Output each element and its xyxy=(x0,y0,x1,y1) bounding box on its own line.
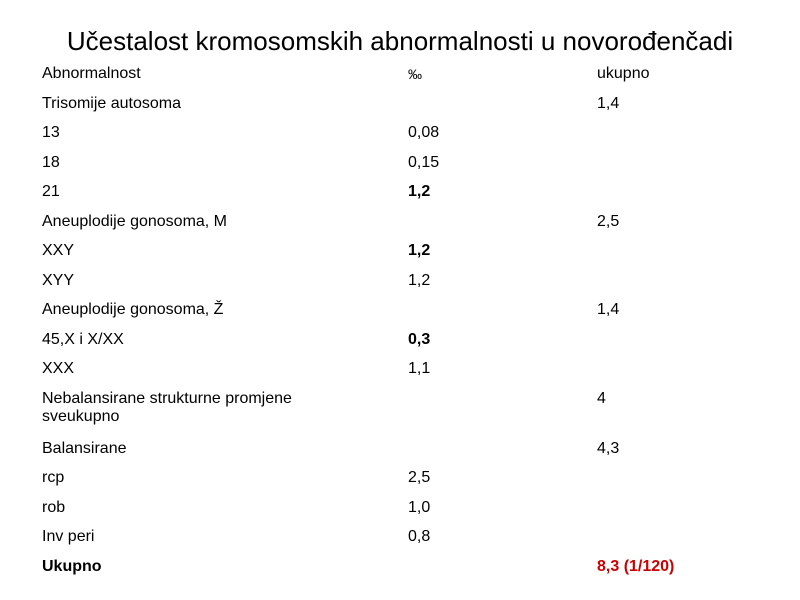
row-permille: 0,3 xyxy=(408,330,431,348)
column-header-total: ukupno xyxy=(597,65,650,82)
abnormality-table xyxy=(42,60,742,582)
row-total: 4 xyxy=(597,389,606,407)
table-row xyxy=(42,208,742,238)
row-label: Trisomije autosoma xyxy=(42,94,182,112)
table-row xyxy=(42,149,742,179)
column-header-permille: ‰ xyxy=(408,66,422,82)
table-row xyxy=(42,435,742,465)
table-header-row xyxy=(42,60,742,90)
summary-total: 8,3 (1/120) xyxy=(597,557,675,575)
table-row xyxy=(42,90,742,120)
row-total: 1,4 xyxy=(597,94,620,112)
row-total: 2,5 xyxy=(597,212,620,230)
row-label: Balansirane xyxy=(42,439,127,457)
row-label: 45,X i X/XX xyxy=(42,330,124,348)
row-permille: 1,2 xyxy=(408,183,431,200)
row-label: 21 xyxy=(42,183,60,200)
row-label: Nebalansirane strukturne promjene sveukupno xyxy=(42,389,292,425)
table-row xyxy=(42,355,742,385)
row-permille: 1,1 xyxy=(408,360,431,377)
table-row xyxy=(42,296,742,326)
table-row xyxy=(42,523,742,553)
row-permille: 2,5 xyxy=(408,469,431,486)
row-permille: 1,2 xyxy=(408,271,431,289)
row-label: Inv peri xyxy=(42,528,95,545)
row-label: 18 xyxy=(42,153,60,171)
row-label: XXY xyxy=(42,242,75,259)
row-label: rcp xyxy=(42,469,65,486)
row-permille: 0,15 xyxy=(408,153,440,171)
row-label: Aneuplodije gonosoma, M xyxy=(42,212,228,230)
row-permille: 1,0 xyxy=(408,498,431,516)
row-total: 1,4 xyxy=(597,301,620,318)
row-permille: 1,2 xyxy=(408,242,431,259)
table-row xyxy=(42,326,742,356)
row-permille: 0,08 xyxy=(408,124,440,141)
table-row xyxy=(42,178,742,208)
row-label: Aneuplodije gonosoma, Ž xyxy=(42,301,224,318)
row-label: XYY xyxy=(42,271,75,289)
row-label: XXX xyxy=(42,360,75,377)
table-row xyxy=(42,385,742,435)
summary-label: Ukupno xyxy=(42,557,102,575)
page-title: Učestalost kromosomskih abnormalnosti u novorođenčadi xyxy=(66,26,734,56)
table-row xyxy=(42,464,742,494)
row-permille: 0,8 xyxy=(408,528,431,545)
table-row xyxy=(42,494,742,524)
table-summary-row xyxy=(42,553,742,583)
table-row xyxy=(42,119,742,149)
row-label: rob xyxy=(42,498,66,516)
table-row xyxy=(42,267,742,297)
row-total: 4,3 xyxy=(597,439,620,457)
row-label: 13 xyxy=(42,124,60,141)
table-row xyxy=(42,237,742,267)
column-header-abnormality: Abnormalnost xyxy=(42,65,141,82)
